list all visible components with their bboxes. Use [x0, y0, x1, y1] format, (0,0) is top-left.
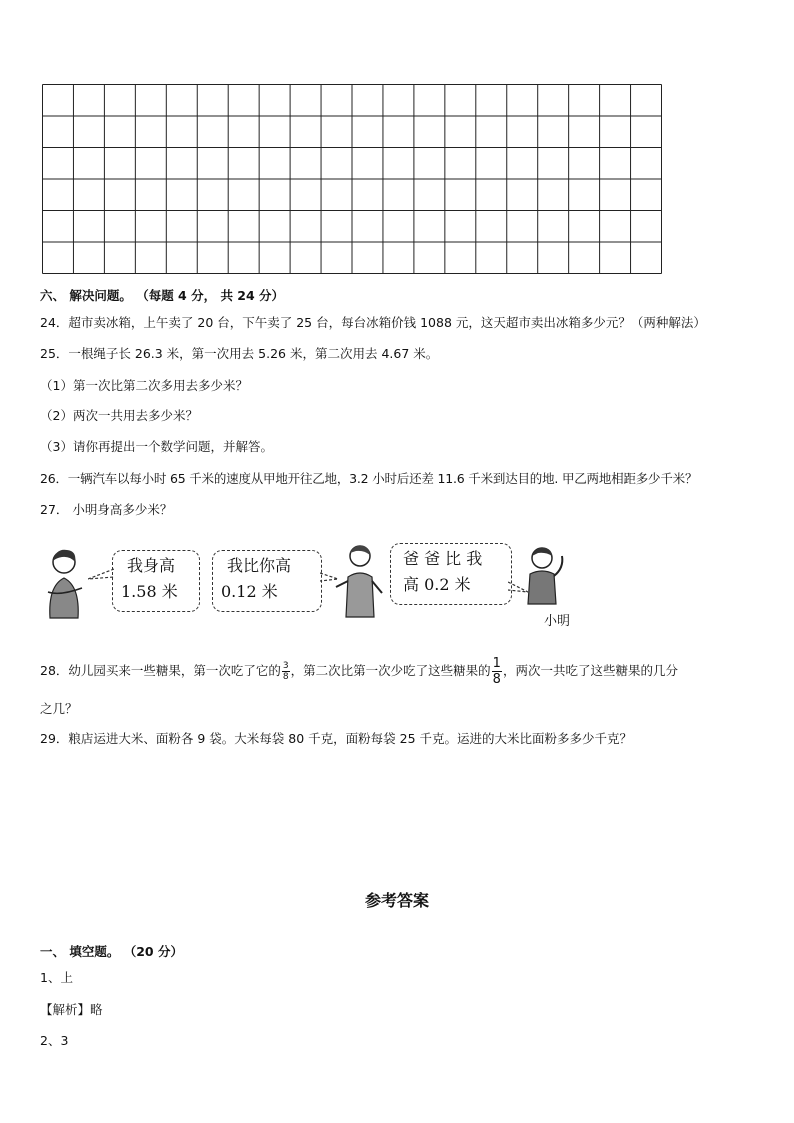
frac1-denominator: 8: [282, 672, 289, 682]
answers-title: 参考答案: [364, 891, 429, 910]
question-25-sub3: （3）请你再提出一个数学问题，并解答。: [40, 439, 273, 454]
frac2-denominator: 8: [492, 672, 501, 687]
bubble2-line2: 0.12 米: [221, 582, 278, 601]
frac1-numerator: 3: [282, 661, 289, 671]
question-28-cont: 之几？: [40, 701, 78, 716]
question-25-stem: 25．一根绳子长 26.3 米，第一次用去 5.26 米，第二次用去 4.67 米。: [40, 346, 439, 361]
q28-part2: ，第二次比第一次少吃了这些糖果的: [290, 663, 491, 678]
speech-bubble-xiaoming: [390, 543, 512, 605]
bubble1-line2: 1.58 米: [121, 582, 178, 601]
fraction-three-eighths: [282, 661, 290, 682]
answer-grid: [42, 84, 662, 274]
question-27: 27． 小明身高多少米？: [40, 502, 173, 517]
fraction-one-eighth: [492, 656, 502, 687]
section-6-heading: 六、 解决问题。 （每题 4 分， 共 24 分）: [40, 288, 285, 303]
xiaoming-label: 小明: [544, 614, 571, 629]
question-28: [40, 656, 678, 687]
mother-illustration: [42, 548, 92, 620]
bubble3-line1: 爸 爸 比 我: [403, 549, 483, 568]
answers-section-1: 一、 填空题。 （20 分）: [40, 944, 183, 959]
question-25-sub1: （1）第一次比第二次多用去多少米？: [40, 378, 248, 393]
frac2-numerator: 1: [492, 656, 501, 671]
question-24: 24．超市卖冰箱，上午卖了 20 台，下午卖了 25 台，每台冰箱价钱 1088 元，这天超市卖出冰箱多少元？（两种解法）: [40, 315, 706, 330]
question-29: 29．粮店运进大米、面粉各 9 袋。大米每袋 80 千克，面粉每袋 25 千克。运进的大米比面粉多多少千克？: [40, 731, 633, 746]
bubble2-line1: 我比你高: [227, 556, 292, 575]
xiaoming-illustration: [518, 546, 568, 606]
answer-2: 2、3: [40, 1033, 69, 1048]
answer-1-note: 【解析】略: [40, 1002, 103, 1017]
father-illustration: [334, 543, 386, 619]
bubble3-line2: 高 0.2 米: [403, 575, 471, 594]
bubble1-tail: [88, 566, 114, 580]
bubble1-line1: 我身高: [127, 556, 176, 575]
q28-part3: ，两次一共吃了这些糖果的几分: [502, 663, 678, 678]
answer-1: 1、上: [40, 970, 73, 985]
q28-part1: 28．幼儿园买来一些糖果，第一次吃了它的: [40, 663, 281, 678]
question-26: 26．一辆汽车以每小时 65 千米的速度从甲地开往乙地，3.2 小时后还差 11.6 千米到达目的地. 甲乙两地相距多少千米？: [40, 471, 698, 486]
speech-bubble-mother: [112, 550, 200, 612]
question-25-sub2: （2）两次一共用去多少米？: [40, 408, 198, 423]
speech-bubble-father: [212, 550, 322, 612]
